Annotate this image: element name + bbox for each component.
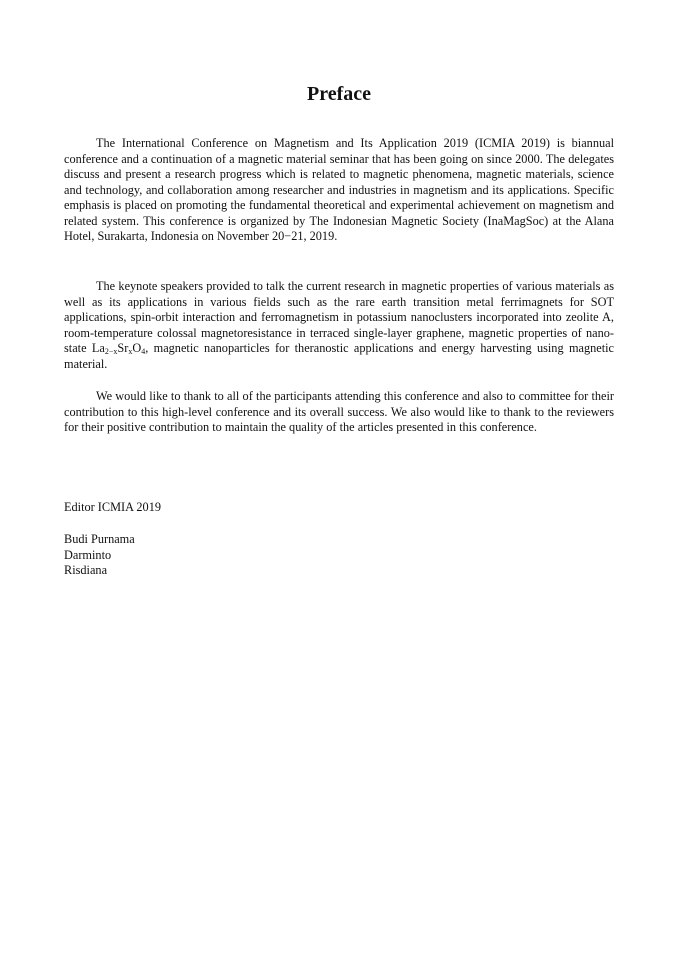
paragraph-intro: The International Conference on Magnetism and Its Application 2019 (ICMIA 2019) is biannual conference and a continuation of a magnetic material seminar that has been going on since 2000. The delegates discuss and present a research progress which is related to magnetic phenomena, magnetic materials, science and technology, and collaboration among researcher and industries in magnetism and its applications. Specific emphasis is placed on promoting the fundamental theoretical and experimental achievement on magnetism and related system. This conference is organized by The Indonesian Magnetic Society (InaMagSoc) at the Alana Hotel, Surakarta, Indonesia on November 20−21, 2019. <box>64 136 614 243</box>
paragraph-thanks: We would like to thank to all of the participants attending this conference and also to committee for their contribution to this high-level conference and its overall success. We also would like to thank to the reviewers for their positive contribution to maintain the quality of the articles presented in this conference. <box>64 389 614 434</box>
formula-sub-la: 2−x <box>104 347 118 356</box>
editor-names <box>64 532 135 579</box>
formula-sr: Sr <box>117 341 129 355</box>
formula-sub-sr: x <box>128 347 133 356</box>
editor-name: Darminto <box>64 547 112 562</box>
formula-la: La <box>91 341 105 355</box>
paragraph-keynote-text-2: , magnetic nanoparticles for theranostic applications and energy harvesting using magnetic material. <box>64 341 615 371</box>
editor-name: Budi Purnama <box>64 532 135 546</box>
chemical-formula <box>92 341 145 355</box>
paragraph-keynote <box>64 279 614 372</box>
formula-sub-o: 4 <box>141 347 146 356</box>
formula-o: O <box>132 341 142 355</box>
editor-name: Risdiana <box>64 563 108 577</box>
page-title: Preface <box>306 83 372 105</box>
paragraph-keynote-text-1: The keynote speakers provided to talk the current research in magnetic properties of various materials as well as its applications in various fields such as the rare earth transition metal ferrimagnets for SOT applications, spin-orbit interaction and ferromagnetism in potassium nanoclusters incorporated into zeolite A, room-temperature colossal magnetoresistance in terraced single-layer graphene, magnetic properties of nano-state <box>64 279 614 355</box>
editor-line: Editor ICMIA 2019 <box>64 500 162 514</box>
